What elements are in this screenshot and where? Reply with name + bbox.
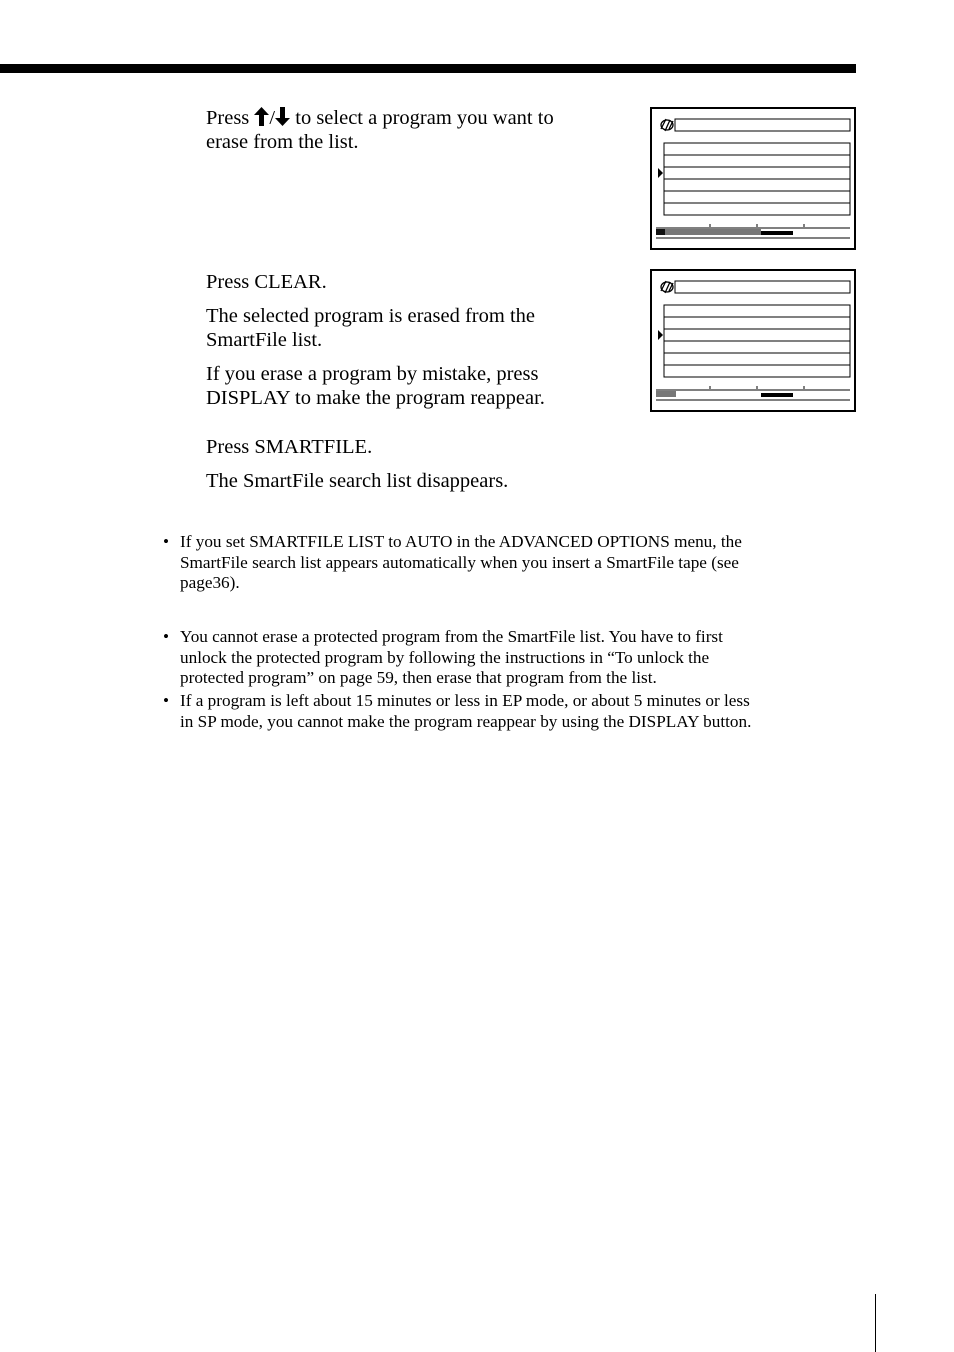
note-1-line-2: SmartFile search list appears automatically when you insert a SmartFile tape (see [180,552,739,572]
step-1-separator: / [269,107,276,129]
page-edge-rule [875,1294,876,1352]
bullet: • [163,532,170,551]
tape-used-bar [656,391,676,397]
top-rule [0,64,856,73]
note-2-line-1: You cannot erase a protected program from the SmartFile list. You have to first [180,627,723,646]
note-1-line-1: If you set SMARTFILE LIST to AUTO in the ADVANCED OPTIONS menu, the [180,532,742,551]
step-2-result-line-1: The selected program is erased from the [206,305,536,327]
step-1-line-2: erase from the list. [206,131,359,153]
step-2-result-line-2: SmartFile list. [206,329,323,351]
step-1-line-1 [206,106,554,130]
step-3-action: Press SMARTFILE. [206,436,373,458]
note-3-line-2: in SP mode, you cannot make the program reappear by using the DISPLAY button. [180,711,752,731]
note-1 [163,532,853,594]
note-2-line-2: unlock the protected program by following the instructions in “To unlock the [180,647,710,667]
bullet: • [163,691,170,710]
selected-program-bar [761,231,793,235]
smartfile-screen-2 [650,269,856,412]
down-arrow-icon [275,107,290,126]
bullet: • [163,627,170,646]
step-1-prefix: Press [206,107,250,129]
selected-program-bar [761,393,793,397]
tape-used-bar [656,229,761,235]
step-1-rest: to select a program you want to [295,107,554,129]
note-3-line-1: If a program is left about 15 minutes or less in EP mode, or about 5 minutes or less [180,691,750,710]
note-2 [163,627,853,689]
up-arrow-icon [254,107,269,126]
step-3-result: The SmartFile search list disappears. [206,470,509,492]
note-2-line-3: protected program” on page 59, then erase that program from the list. [180,668,657,688]
smartfile-screen-1 [650,107,856,250]
step-2-tip-line-1: If you erase a program by mistake, press [206,363,539,385]
step-2-action: Press CLEAR. [206,271,327,293]
note-3 [163,691,853,732]
step-2-tip-line-2: DISPLAY to make the program reappear. [206,387,545,409]
note-1-line-3: page36). [180,573,240,593]
